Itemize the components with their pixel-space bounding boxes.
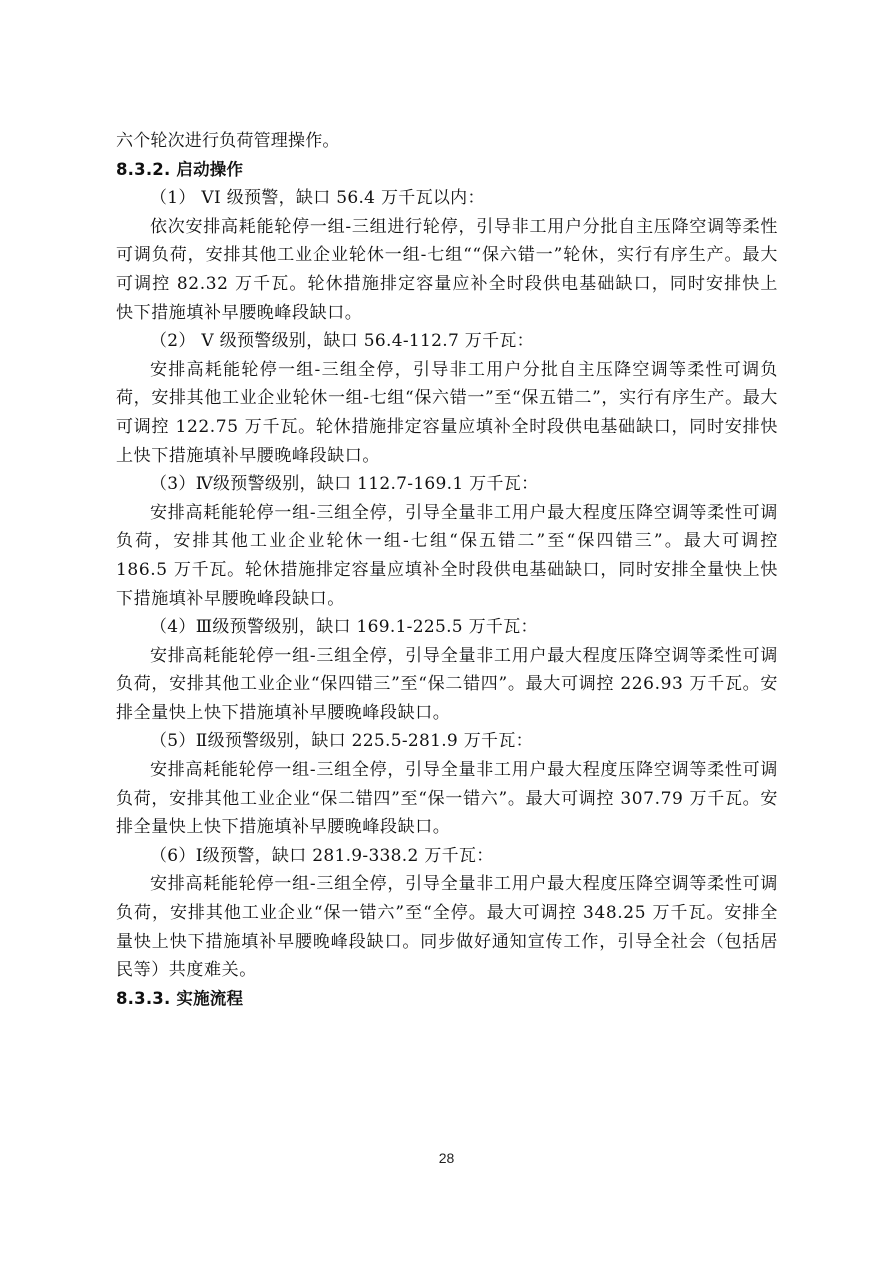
item-5-body: 安排高耗能轮停一组-三组全停，引导全量非工用户最大程度压降空调等柔性可调负荷，安排其他工业企业“保二错四”至“保一错六”。最大可调控 307.79 万千瓦。安排全量快上快下措施填补早腰晚峰段缺口。 [116, 760, 778, 838]
section-heading-8-3-2: 8.3.2. 启动操作 [116, 159, 244, 179]
item-2-body: 安排高耗能轮停一组-三组全停，引导非工用户分批自主压降空调等柔性可调负荷，安排其他工业企业轮休一组-七组“保六错一”至“保五错二”，实行有序生产。最大可调控 122.75 万千瓦。轮休措施排定容量应填补全时段供电基础缺口，同时安排快上快下措施填补早腰晚峰段缺口。 [116, 359, 778, 466]
item-2-label: （2） V 级预警级别，缺口 56.4-112.7 万千瓦： [150, 331, 534, 352]
item-6-label: （6）Ⅰ级预警，缺口 281.9-338.2 万千瓦： [150, 845, 494, 866]
item-3-label: （3）Ⅳ级预警级别，缺口 112.7-169.1 万千瓦： [150, 474, 539, 495]
page-number: 28 [438, 1150, 455, 1166]
lead-line: 六个轮次进行负荷管理操作。 [116, 131, 340, 151]
item-3-body: 安排高耗能轮停一组-三组全停，引导全量非工用户最大程度压降空调等柔性可调负荷，安排其他工业企业轮休一组-七组“保五错二”至“保四错三”。最大可调控 186.5 万千瓦。轮休措施排定容量应填补全时段供电基础缺口，同时安排全量快上快下措施填补早腰晚峰段缺口。 [116, 502, 778, 609]
section-heading-8-3-3: 8.3.3. 实施流程 [116, 988, 244, 1008]
item-5-label: （5）Ⅱ级预警级别，缺口 225.5-281.9 万千瓦： [150, 731, 533, 752]
item-6-body: 安排高耗能轮停一组-三组全停，引导全量非工用户最大程度压降空调等柔性可调负荷，安排其他工业企业“保一错六”至“全停。最大可调控 348.25 万千瓦。安排全量快上快下措施填补早腰晚峰段缺口。同步做好通知宣传工作，引导全社会（包括居民等）共度难关。 [116, 874, 778, 981]
item-4-body: 安排高耗能轮停一组-三组全停，引导全量非工用户最大程度压降空调等柔性可调负荷，安排其他工业企业“保四错三”至“保二错四”。最大可调控 226.93 万千瓦。安排全量快上快下措施填补早腰晚峰段缺口。 [116, 645, 778, 723]
item-1-body: 依次安排高耗能轮停一组-三组进行轮停，引导非工用户分批自主压降空调等柔性可调负荷，安排其他工业企业轮休一组-七组““保六错一”轮休，实行有序生产。最大可调控 82.32 万千瓦。轮休措施排定容量应补全时段供电基础缺口，同时安排快上快下措施填补早腰晚峰段缺口。 [116, 216, 778, 323]
item-1-label: （1） VI 级预警，缺口 56.4 万千瓦以内： [150, 188, 485, 209]
item-4-label: （4）Ⅲ级预警级别，缺口 169.1-225.5 万千瓦： [150, 617, 538, 638]
body-text [116, 127, 778, 1013]
